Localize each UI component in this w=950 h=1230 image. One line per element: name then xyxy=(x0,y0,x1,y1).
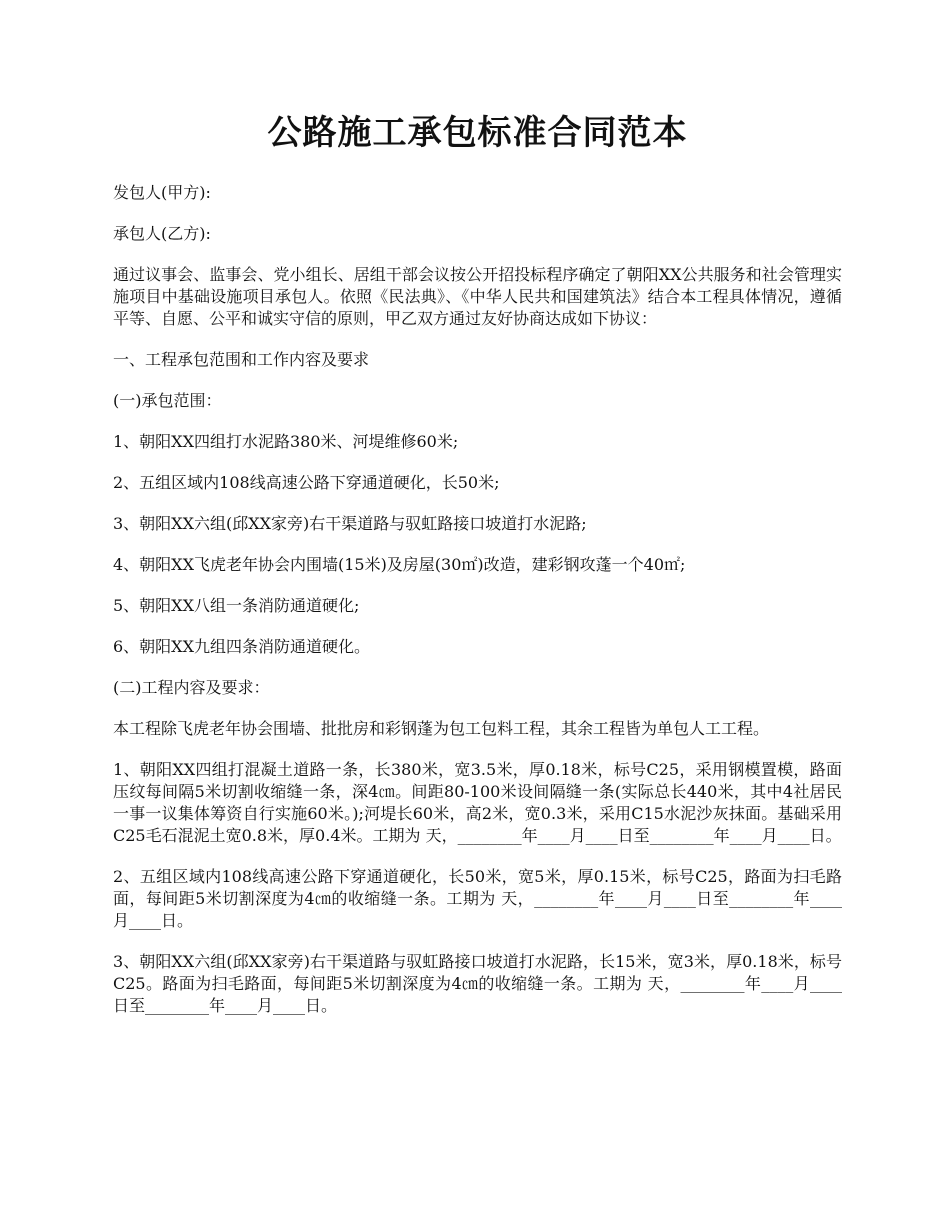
scope-item-3: 3、朝阳XX六组(邱XX家旁)右干渠道路与驭虹路接口坡道打水泥路; xyxy=(113,514,587,533)
content-item-2: 2、五组区域内108线高速公路下穿通道硬化，长50米，宽5米，厚0.15米，标号C25，路面为扫毛路面，每间距5米切割深度为4㎝的收缩缝一条。工期为 天，________年____月____日至________年____月____日。 xyxy=(113,867,842,930)
scope-item-4: 4、朝阳XX飞虎老年协会内围墙(15米)及房屋(30㎡)改造，建彩钢攻蓬一个40㎡; xyxy=(113,555,686,574)
section-heading-scope: 一、工程承包范围和工作内容及要求 xyxy=(113,350,370,369)
scope-item-1: 1、朝阳XX四组打水泥路380米、河堤维修60米; xyxy=(113,432,459,451)
party-b-line: 承包人(乙方): xyxy=(113,224,211,243)
subsection-heading-content: (二)工程内容及要求： xyxy=(113,678,270,697)
scope-item-2: 2、五组区域内108线高速公路下穿通道硬化，长50米; xyxy=(113,473,500,492)
preamble-paragraph: 通过议事会、监事会、党小组长、居组干部会议按公开招投标程序确定了朝阳XX公共服务和社会管理实施项目中基础设施项目承包人。依照《民法典》、《中华人民共和国建筑法》结合本工程具体情况，遵循平等、自愿、公平和诚实守信的原则，甲乙双方通过友好协商达成如下协议： xyxy=(113,265,842,328)
content-item-1: 1、朝阳XX四组打混凝土道路一条，长380米，宽3.5米，厚0.18米，标号C25，采用钢模置模，路面压纹每间隔5米切割收缩缝一条，深4㎝。间距80-100米设间隔缝一条(实际总长440米，其中4社居民一事一议集体筹资自行实施60米。);河堤长60米，高2米，宽0.3米，采用C15水泥沙灰抹面。基础采用C25毛石混泥土宽0.8米，厚0.4米。工期为 天，________年____月____日至________年____月____日。 xyxy=(113,760,842,845)
party-a-line: 发包人(甲方): xyxy=(113,183,211,202)
scope-item-6: 6、朝阳XX九组四条消防通道硬化。 xyxy=(113,637,370,656)
document-title: 公路施工承包标准合同范本 xyxy=(267,113,688,153)
content-item-3: 3、朝阳XX六组(邱XX家旁)右干渠道路与驭虹路接口坡道打水泥路，长15米，宽3米，厚0.18米，标号C25。路面为扫毛路面，每间距5米切割深度为4㎝的收缩缝一条。工期为 天，________年____月____日至________年____月____日。 xyxy=(113,952,842,1015)
scope-item-5: 5、朝阳XX八组一条消防通道硬化; xyxy=(113,596,360,615)
subsection-heading-scope: (一)承包范围： xyxy=(113,391,222,410)
content-intro-paragraph: 本工程除飞虎老年协会围墙、批批房和彩钢蓬为包工包料工程，其余工程皆为单包人工工程。 xyxy=(113,719,770,738)
